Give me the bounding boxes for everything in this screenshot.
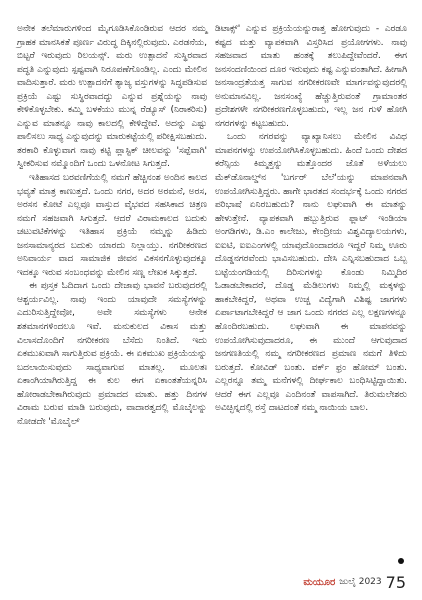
page-number: 75: [385, 572, 406, 592]
issue-date: ಜುಲೈ 2023: [339, 577, 382, 587]
page-footer: [0, 572, 406, 592]
right-paragraph-1: ಡಿಟಾಕ್ಸ್' ಎನ್ನುವ ಪ್ರಕ್ರಿಯೆಯನ್ನುರಾತ್ತ ಹೋಗುವುದು - ಎರಡೂ ಕಷ್ಟದ ಮತ್ತು ವ್ಯಾಪಕವಾಗಿ ವಿಸ್ತರಿಸಿದ ಪ್ರಯೋಗಗಳು. ನಾವು ಸಹಜವಾದ ಮಾತು ಹಂತಕ್ಕೆ ತಲುಪಿದ್ದೇವೆಂದರೆ. ಈಗ ಜನಸಂದಣಿಯಿಂದ ದೂರ ಇರುವುದು ಕಷ್ಟ ಎನ್ನುವಂತಾಗಿದೆ. ಹೀಗಾಗಿ ಜನಸಾಂದ್ರತೆಯತ್ತ ಸಾಗುವ ನಗರೀಕರಣವೇ ಮಾರ್ಗವನ್ನುವುದರಲ್ಲಿ ಅನುಮಾನವಿಲ್ಲ. ಜನಸಂಖ್ಯೆ ಹೆಚ್ಚುತ್ತಿರುವಂತೆ ಗ್ರಾಮಾಂತರ ಪ್ರದೇಶಗಳೇ ನಗರೀಕರಣಗೊಳ್ಳಬಹುದು, ಇಲ್ಲ ಜನ ಗುಳೆ ಹೋಗಿ ನಗರಗಳನ್ನು ಕಟ್ಟಬಹುದು.: [215, 23, 407, 129]
left-paragraph-2: ಇತಿಹಾಸದ ಬರವಣಿಗೆಯಲ್ಲಿ ನಮಗೆ ಹೆಚ್ಚಿನಂಶ ಅಂದಿನ ಕಾಲದ ಭವ್ಯತೆ ಮಾತ್ರ ಕಾಣುತ್ತದೆ. ಒಂದು ನಗರ, ಅದರ ಅರಮನೆ, ಅರಸ, ಅರಸನ ಕೋಟೆ ಎಲ್ಲವೂ ವಾಸ್ತುದ ವೈಭವದ ಸಹಸಿಕಾದ ಚಿತ್ರಣ ನಮಗೆ ಸಹಜವಾಗಿ ಸಿಗುತ್ತದೆ. ಆದರೆ ವಿರಾಮಕಾಲದ ಬದುಕು ಚಟುವಟಿಕೆಗಳನ್ನು ಇತಿಹಾಸ ಪ್ರಕ್ರಿಯೆ ನಮ್ಮನ್ನು ಹಿಡಿದು ಜನಸಾಮಾನ್ಯರದ ಬದುಕು ಯಾರದು ನಿಲ್ಲಾಯ್ತು. ನಗರೀಕರಣದ ಅನಿವಾರ್ಯ ವಾದ ಸಾಮಾಜಿಕ ಜೀವನ ವಿಕಸನಗೊಳ್ಳುವುದಕ್ಕೂ ಇದಕ್ಕೂ ಇರುವ ಸಂಬಂಧವನ್ನು ಮೇಲಿನ ಸಣ್ಣ ಲೇಖಕ ಸಿಕ್ಕುತ್ತದೆ.: [17, 172, 207, 278]
magazine-name: ಮಯೂರ: [303, 576, 336, 588]
right-paragraph-2: ಒಂದು ನಗರವನ್ನು ವ್ಯಾಖ್ಯಾನಿಸಲು ಮೇಲಿನ ವಿವಿಧ ಮಾಪನಗಳನ್ನು ಉಪಯೋಗಿಸಿಕೊಳ್ಳಬಹುದು. ಹಿಂದೆ ಒಂದು ದೇಶದ ಕರೆನ್ಸಿಯ ಕಿಮ್ಮತ್ತನ್ನು ಮತ್ತೊಂದರ ಜೊತೆ ಅಳೆಯಲು ಮೆಕ್‌ಡೊನಾಲ್ಡ್‌ನ 'ಬರ್ಗರ್ ಬೆಲೆ'ಯನ್ನು ಮಾಪನವಾಗಿ ಉಪಯೋಗಿಸುತ್ತಿದ್ದರು. ಹಾಗೇ ಭಾರತದ ಸಂದರ್ಭಕ್ಕೆ ಒಂದು ನಗರದ ಪರಿಭಾಷೆ ಏನಿರಬಹುದು? ನಾನು ಲಘುವಾಗಿ ಈ ಮಾತನ್ನು ಹೇಳುತ್ತೇನೆ. ವ್ಯಾಪಕವಾಗಿ ಹಬ್ಬುತ್ತಿರುವ ಫ್ಲಾಟ್ ಇಂಡಿಯಾ ಅಂಗಡಿಗಳು, ಡಿ.ಎಂ ಕಾಲೇಜು, ಕೇಂದ್ರೀಯ ವಿಶ್ವವಿದ್ಯಾಲಯಗಳು, ಐಐಟಿ, ಐಐಎಂಗಳಲ್ಲಿ ಯಾವುದೊಂದಾದರೂ ಇದ್ದರೆ ನಿಮ್ಮ ಊರು ದೊಡ್ಡನಗರವೆಂದು ಭಾವಿಸಬಹುದು. ದೇಸಿ ಎನ್ನಿಸಬಹುದಾದ ಒಬ್ಬ ಬಟ್ಟೆಯಂಗಡಿಯಲ್ಲಿ ದಿರಿಸುಗಳನ್ನು ಕೊಂಡು ನಿಮ್ಮಿದಿರ ಓಡಾಡಬೇಕಾದರೆ, ದೊಡ್ಡ ಮೆಡಿಲುಗಳು ನಿಮ್ಮಲ್ಲಿ ಮಕ್ಕಳನ್ನು ಹಾಕಬೇಕಿದ್ದರೆ, ಅಥವಾ ಉಚ್ಚ ವಿದ್ಯೆಗಾಗಿ ವಿಶಿಷ್ಟ ಜಾಗಗಳು ಏರ್ಪಾಟಾಗಬೇಕಿದ್ದರೆ ಆ ಜಾಗ ಒಂದು ನಗರದ ಎಲ್ಲ ಲಕ್ಷಣಗಳನ್ನೂ ಹೊಂದಿರಬಹುದು. ಲಘುವಾಗಿ ಈ ಮಾಪನವನ್ನು ಉಪಯೋಗಿಸುವುದಾದರೂ, ಈ ಮುಂದೆ ಆಗುವುದಾದ ಜನಗಣತಿಯಲ್ಲಿ ನಮ್ಮ ನಗರೀಕರಣದ ಪ್ರಮಾಣ ನಮಗೆ ತಿಳಿದು ಬರುತ್ತದೆ. ಕೋವಿಡ್ ಬಂತು. ವರ್ಕ್ ಫ್ರಂ ಹೋಮ್ ಬಂತು. ಎಲ್ಲರನ್ನೂ ತಮ್ಮ ಮನೆಗಳಲ್ಲಿ ದೀರ್ಘಕಾಲ ಬಂಧಿಸಿಟ್ಟಿದ್ದಾಯಿತು. ಆದರೆ ಈಗ ಎಲ್ಲವೂ ಎಂದಿನಂತೆ ವಾಪಸಾಗಿದೆ. ತಿರುಮಲೇಶರು ಅವಿಚ್ಛಿನ್ನದಲ್ಲಿ ರಸ್ತೆ ದಾಟದಂತೆ ನಮ್ಮ ನಾಯಿಯ ಬಾಲ.: [215, 131, 407, 414]
left-column: [17, 22, 207, 428]
right-column: [215, 22, 407, 415]
left-paragraph-3: ಈ ಪುಸ್ತಕ ಓದಿದಾಗ ಒಂದು ದೇಜಾವು ಭಾವನೆ ಬರುವುದರಲ್ಲಿ ಆಶ್ಚರ್ಯವಿಲ್ಲ. ನಾವು ಇಂದು ಯಾವುದೇ ಸಮಸ್ಯೆಗಳನ್ನು ಎದುರಿಸುತ್ತಿದ್ದೇವೋ, ಅವೇ ಸಮಸ್ಯೆಗಳು ಆನೇಕ ಶತಮಾನಗಳಿಂದಲೂ ಇವೆ. ಮನುಕುಲದ ವಿಕಾಸ ಮತ್ತು ವಿಲಾಸದೊಂದಿಗೆ ನಗರೀಕರಣ ಬೆಸೆದು ನಿಂತಿದೆ. ಇದು ಏಕಮುಖವಾಗಿ ಸಾಗುತ್ತಿರುವ ಪ್ರಕ್ರಿಯೆ. ಈ ಏಕಮುಖ ಪ್ರಕ್ರಿಯೆಯನ್ನು ಬದಲಾಯಿಸುವುದು ಸಾಧ್ಯವಾಗುವ ಮಾತಲ್ಲ. ಮೂಲತಃ ಏಕಾಂಗಿಯಾಗಿರುತ್ತಿದ್ದ ಈ ಕುಲ ಈಗ ಏಕಾಂತತೆಯನ್ನರಿಸಿ ಹೋರಾಡಬೇಕಾಗಿರುವುದು ಪ್ರಮಾದದ ಮಾತು. ಹತ್ತು ದಿನಗಳ ವಿರಾಮ ಬರುವ ಮಾಡಿ ಬರುವುದು, ವಾದಾರತ್ವದಲ್ಲಿ ಮೊಬೈಲನ್ನು ನೋಡದೇ 'ಮೊಬೈಲ್: [17, 280, 208, 427]
left-paragraph-1: ಅನೇಕ ತಲೆಮಾರುಗಳಿಂದ ಮೈಗೂಡಿಸಿಕೊಂಡಿರುವ ಆದರ ನಮ್ಮ ಗ್ರಾಹಕ ಮಾನಸಿಕತೆ ಪೂರ್ಣ ವಿರುದ್ಧ ದಿಕ್ಕಿನಲ್ಲಿರುವುದು. ಎರಡನೆಯ, ಬಿಟ್ಟರೆ ಇರುವುದು ರಿಲಯನ್ಸ್. ಮರು ಉತ್ಪಾದನೆ ಸುಸ್ಥಿರವಾದ ಪದ್ಧತಿ ಎನ್ನುವುದು ಸ್ಪಷ್ಟವಾಗಿ ನಿರೂಪಣೆಗೊಂಡಿಲ್ಲ. ಎಂದು ಮೇಲಿನ ವಾದಿಸುತ್ತಾರೆ. ಮರು ಉತ್ಪಾದನೆಗೆ ತ್ಯಾಜ್ಯ ವಸ್ತುಗಳನ್ನು ಸಿದ್ಧಪಡಿಸುವ ಪ್ರಕ್ರಿಯೆ ಎಷ್ಟು ಸುಸ್ಥಿರವಾದದ್ದು ಎನ್ನುವ ಪ್ರಶ್ನೆಯನ್ನು ನಾವು ಕೇಳಿಕೊಳ್ಳಬೇಕು. ಕಮ್ಮಿ ಬಳಕೆಯು ಮುನ್ನ ರೆಡ್ಯೂಸ್ (ನಿರಾಕರಿಸು) ಎನ್ನುವ ಮಾತನ್ನೂ ನಾವು ಕಾಲದಲ್ಲಿ ಕೇಳಿದ್ದೇವೆ. ಅದನ್ನು ಎಷ್ಟು ಪಾಲಿಸಲು ಸಾಧ್ಯ ಎನ್ನುವುದನ್ನು ಮಾರುಕಟ್ಟೆಯಲ್ಲಿ ಪರೀಕ್ಷಿಸಬಹುದು. ತರಕಾರಿ ಕೊಳ್ಳುವಾಗ ನಾವು ಕಟ್ಟಿ ಪ್ಲಾಸ್ಟಿಕ್ ಚೀಲವನ್ನು 'ಸಪ್ಪೆವಾಗಿ' ಸ್ವೀಕರಿಸುವ ನಮ್ಮೊಂದಿಗೆ ಒಂದು ಒಳನೋಟ ಸಿಗುತ್ತದೆ.: [17, 23, 207, 170]
end-of-article-bullet-icon: [398, 558, 404, 564]
